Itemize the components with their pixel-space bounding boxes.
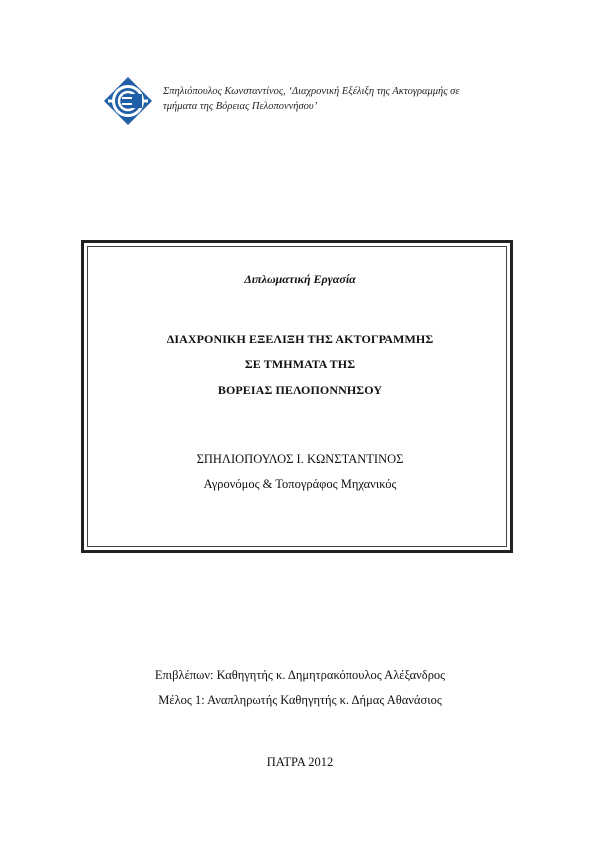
citation-line-2: τμήματα της Βόρειας Πελοποννήσου’ xyxy=(163,101,318,112)
thesis-title-line-2: ΣΕ ΤΜΗΜΑΤΑ ΤΗΣ xyxy=(244,357,356,371)
citation-line-1: Σπηλιόπουλος Κωνσταντίνος, ‘Διαχρονική Εξέλιξη της Ακτογραμμής σε xyxy=(163,86,460,97)
committee-member-1: Μέλος 1: Αναπληρωτής Καθηγητής κ. Δήμας Αθανάσιος xyxy=(158,693,442,707)
place-date: ΠΑΤΡΑ 2012 xyxy=(266,755,334,769)
author-profession: Αγρονόμος & Τοπογράφος Μηχανικός xyxy=(203,477,397,491)
author-name: ΣΠΗΛΙΟΠΟΥΛΟΣ Ι. ΚΩΝΣΤΑΝΤΙΝΟΣ xyxy=(196,452,404,466)
header xyxy=(103,76,543,126)
supervisor: Επιβλέπων: Καθηγητής κ. Δημητρακόπουλος Αλέξανδρος xyxy=(154,668,446,682)
header-citation xyxy=(163,84,543,114)
thesis-title-line-3: ΒΟΡΕΙΑΣ ΠΕΛΟΠΟΝΝΗΣΟΥ xyxy=(217,383,383,397)
university-of-patras-seal-icon xyxy=(103,76,153,126)
document-type: Διπλωματική Εργασία xyxy=(244,272,356,286)
thesis-title-line-1: ΔΙΑΧΡΟΝΙΚΗ ΕΞΕΛΙΞΗ ΤΗΣ ΑΚΤΟΓΡΑΜΜΗΣ xyxy=(166,332,434,346)
